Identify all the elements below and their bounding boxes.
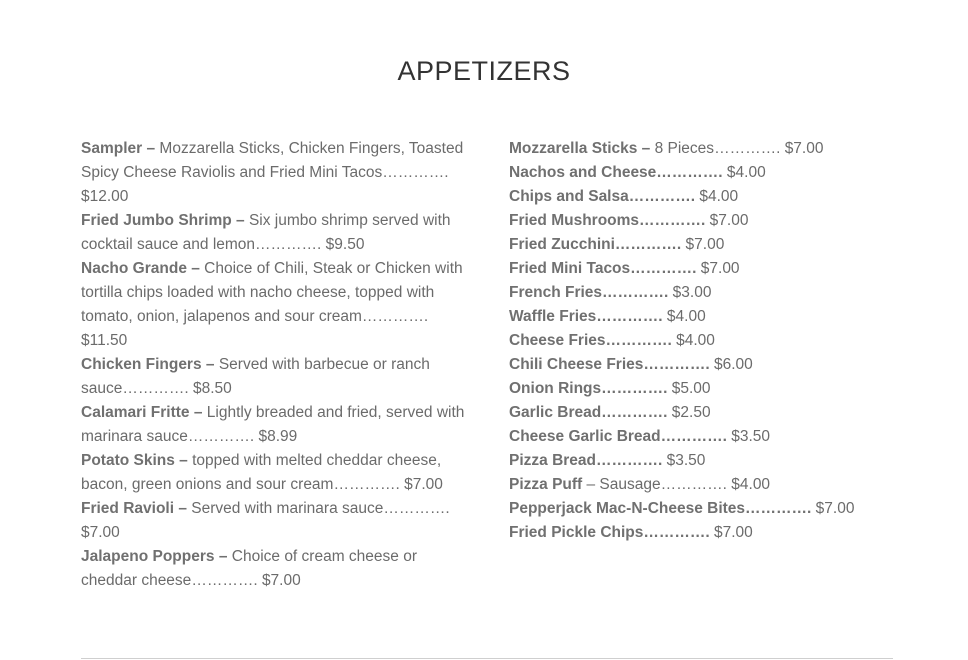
menu-item-name: Cheese Fries…………. [509, 332, 677, 349]
menu-item [509, 377, 929, 401]
menu-item-name: Chili Cheese Fries…………. [509, 356, 714, 373]
menu-item-name: Onion Rings…………. [509, 380, 672, 397]
menu-item-name: Fried Mushrooms…………. [509, 212, 710, 229]
menu-item-leader: …………. [660, 476, 732, 493]
menu-item-description: 8 Pieces [650, 140, 715, 157]
menu-item-price: $4.00 [731, 476, 771, 493]
menu-item [509, 305, 929, 329]
menu-item-description: topped with melted cheddar cheese, bacon, green onions and sour cream [81, 452, 442, 493]
menu-item-name: Chicken Fingers – [81, 356, 215, 373]
menu-item-name: Nachos and Cheese…………. [509, 164, 727, 181]
menu-item-price: $7.00 [261, 572, 301, 589]
menu-item-name: Fried Pickle Chips…………. [509, 524, 714, 541]
menu-item-description: Six jumbo shrimp served with cocktail sauce and lemon [81, 212, 451, 253]
menu-item-price: $8.50 [193, 380, 232, 397]
menu-item-name: Cheese Garlic Bread…………. [509, 428, 732, 445]
menu-item [81, 353, 469, 401]
menu-item-description: Mozzarella Sticks, Chicken Fingers, Toasted Spicy Cheese Raviolis and Fried Mini Tacos [81, 140, 464, 181]
menu-item-name: Fried Mini Tacos…………. [509, 260, 701, 277]
menu-item-name: Fried Jumbo Shrimp – [81, 212, 245, 229]
menu-item-description: Lightly breaded and fried, served with marinara sauce [81, 404, 465, 445]
menu-item-price: $3.00 [672, 284, 712, 301]
menu-item-price: $2.50 [671, 404, 711, 421]
menu-item-price: $12.00 [81, 188, 129, 205]
menu-item-leader: …………. [191, 572, 262, 589]
menu-item-price: $7.00 [81, 524, 120, 541]
menu-item-name: Jalapeno Poppers – [81, 548, 228, 565]
menu-item-description: Served with barbecue or ranch sauce [81, 356, 430, 397]
menu-item-price: $4.00 [676, 332, 715, 349]
menu-item [509, 209, 929, 233]
menu-item-name: Waffle Fries…………. [509, 308, 667, 325]
menu-item [81, 401, 469, 449]
menu-item [509, 161, 929, 185]
menu-item-price: $7.00 [685, 236, 725, 253]
menu-item-description: Choice of cream cheese or cheddar cheese [81, 548, 417, 589]
menu-item-description: Choice of Chili, Steak or Chicken with tortilla chips loaded with nacho cheese, topped with tomato, onion, jalapenos and sour cream [81, 260, 463, 325]
menu-item [509, 401, 929, 425]
menu-item [509, 425, 929, 449]
menu-item-price: $7.00 [700, 260, 740, 277]
menu-item-price: $8.99 [258, 428, 298, 445]
menu-item [81, 257, 469, 353]
menu-item-price: $7.00 [714, 524, 753, 541]
menu-item-leader: …………. [255, 236, 326, 253]
menu-item-price: $4.00 [726, 164, 766, 181]
menu-item-name: Potato Skins – [81, 452, 188, 469]
menu-item-name: Fried Zucchini…………. [509, 236, 686, 253]
menu-item [81, 497, 469, 545]
menu-item-price: $11.50 [81, 332, 128, 349]
menu-item [81, 137, 469, 209]
menu-item-price: $7.00 [709, 212, 749, 229]
menu-item-name: Nacho Grande – [81, 260, 200, 277]
menu-item-name: Fried Ravioli – [81, 500, 187, 517]
menu-item-name: Sampler – [81, 140, 156, 157]
menu-item-leader: …………. [714, 140, 785, 157]
menu-item-leader: …………. [382, 164, 449, 181]
menu-item [509, 137, 929, 161]
menu-item [81, 209, 469, 257]
menu-item-price: $9.50 [325, 236, 365, 253]
menu-item-price: $4.00 [666, 308, 706, 325]
menu-item-price: $3.50 [731, 428, 771, 445]
menu-item-price: $3.50 [666, 452, 706, 469]
menu-item-name: French Fries…………. [509, 284, 673, 301]
menu-item [509, 473, 929, 497]
menu-item-name: Pizza Bread…………. [509, 452, 667, 469]
menu-item-price: $7.00 [815, 500, 855, 517]
page-title: APPETIZERS [397, 56, 571, 86]
menu-item-price: $4.00 [699, 188, 739, 205]
menu-item-price: $5.00 [671, 380, 711, 397]
menu-item-price: $6.00 [714, 356, 753, 373]
menu-item-leader: …………. [122, 380, 193, 397]
menu-item-name: Pepperjack Mac-N-Cheese Bites…………. [509, 500, 816, 517]
menu-item-name: Garlic Bread…………. [509, 404, 672, 421]
menu-item-leader: …………. [333, 476, 405, 493]
menu-item [509, 281, 929, 305]
menu-item [509, 329, 929, 353]
menu-item-description: Served with marinara sauce [186, 500, 384, 517]
menu-item [81, 449, 469, 497]
menu-item [509, 233, 929, 257]
menu-column-right [509, 137, 929, 545]
menu-item [509, 257, 929, 281]
menu-item-leader: …………. [187, 428, 259, 445]
footer-divider [81, 658, 893, 659]
menu-item [509, 353, 929, 377]
menu-item-name: Chips and Salsa…………. [509, 188, 700, 205]
menu-item [509, 449, 929, 473]
menu-item-price: $7.00 [784, 140, 824, 157]
menu-item-description: – Sausage [582, 476, 661, 493]
menu-item-leader: …………. [361, 308, 429, 325]
menu-item-name: Calamari Fritte – [81, 404, 203, 421]
menu-item [509, 521, 929, 545]
menu-item-price: $7.00 [404, 476, 443, 493]
menu-item-name: Pizza Puff [509, 476, 583, 493]
menu-item-leader: …………. [383, 500, 450, 517]
menu-item [509, 185, 929, 209]
menu-item [81, 545, 469, 593]
menu-column-left [81, 137, 469, 593]
menu-item-name: Mozzarella Sticks – [509, 140, 651, 157]
menu-item [509, 497, 929, 521]
